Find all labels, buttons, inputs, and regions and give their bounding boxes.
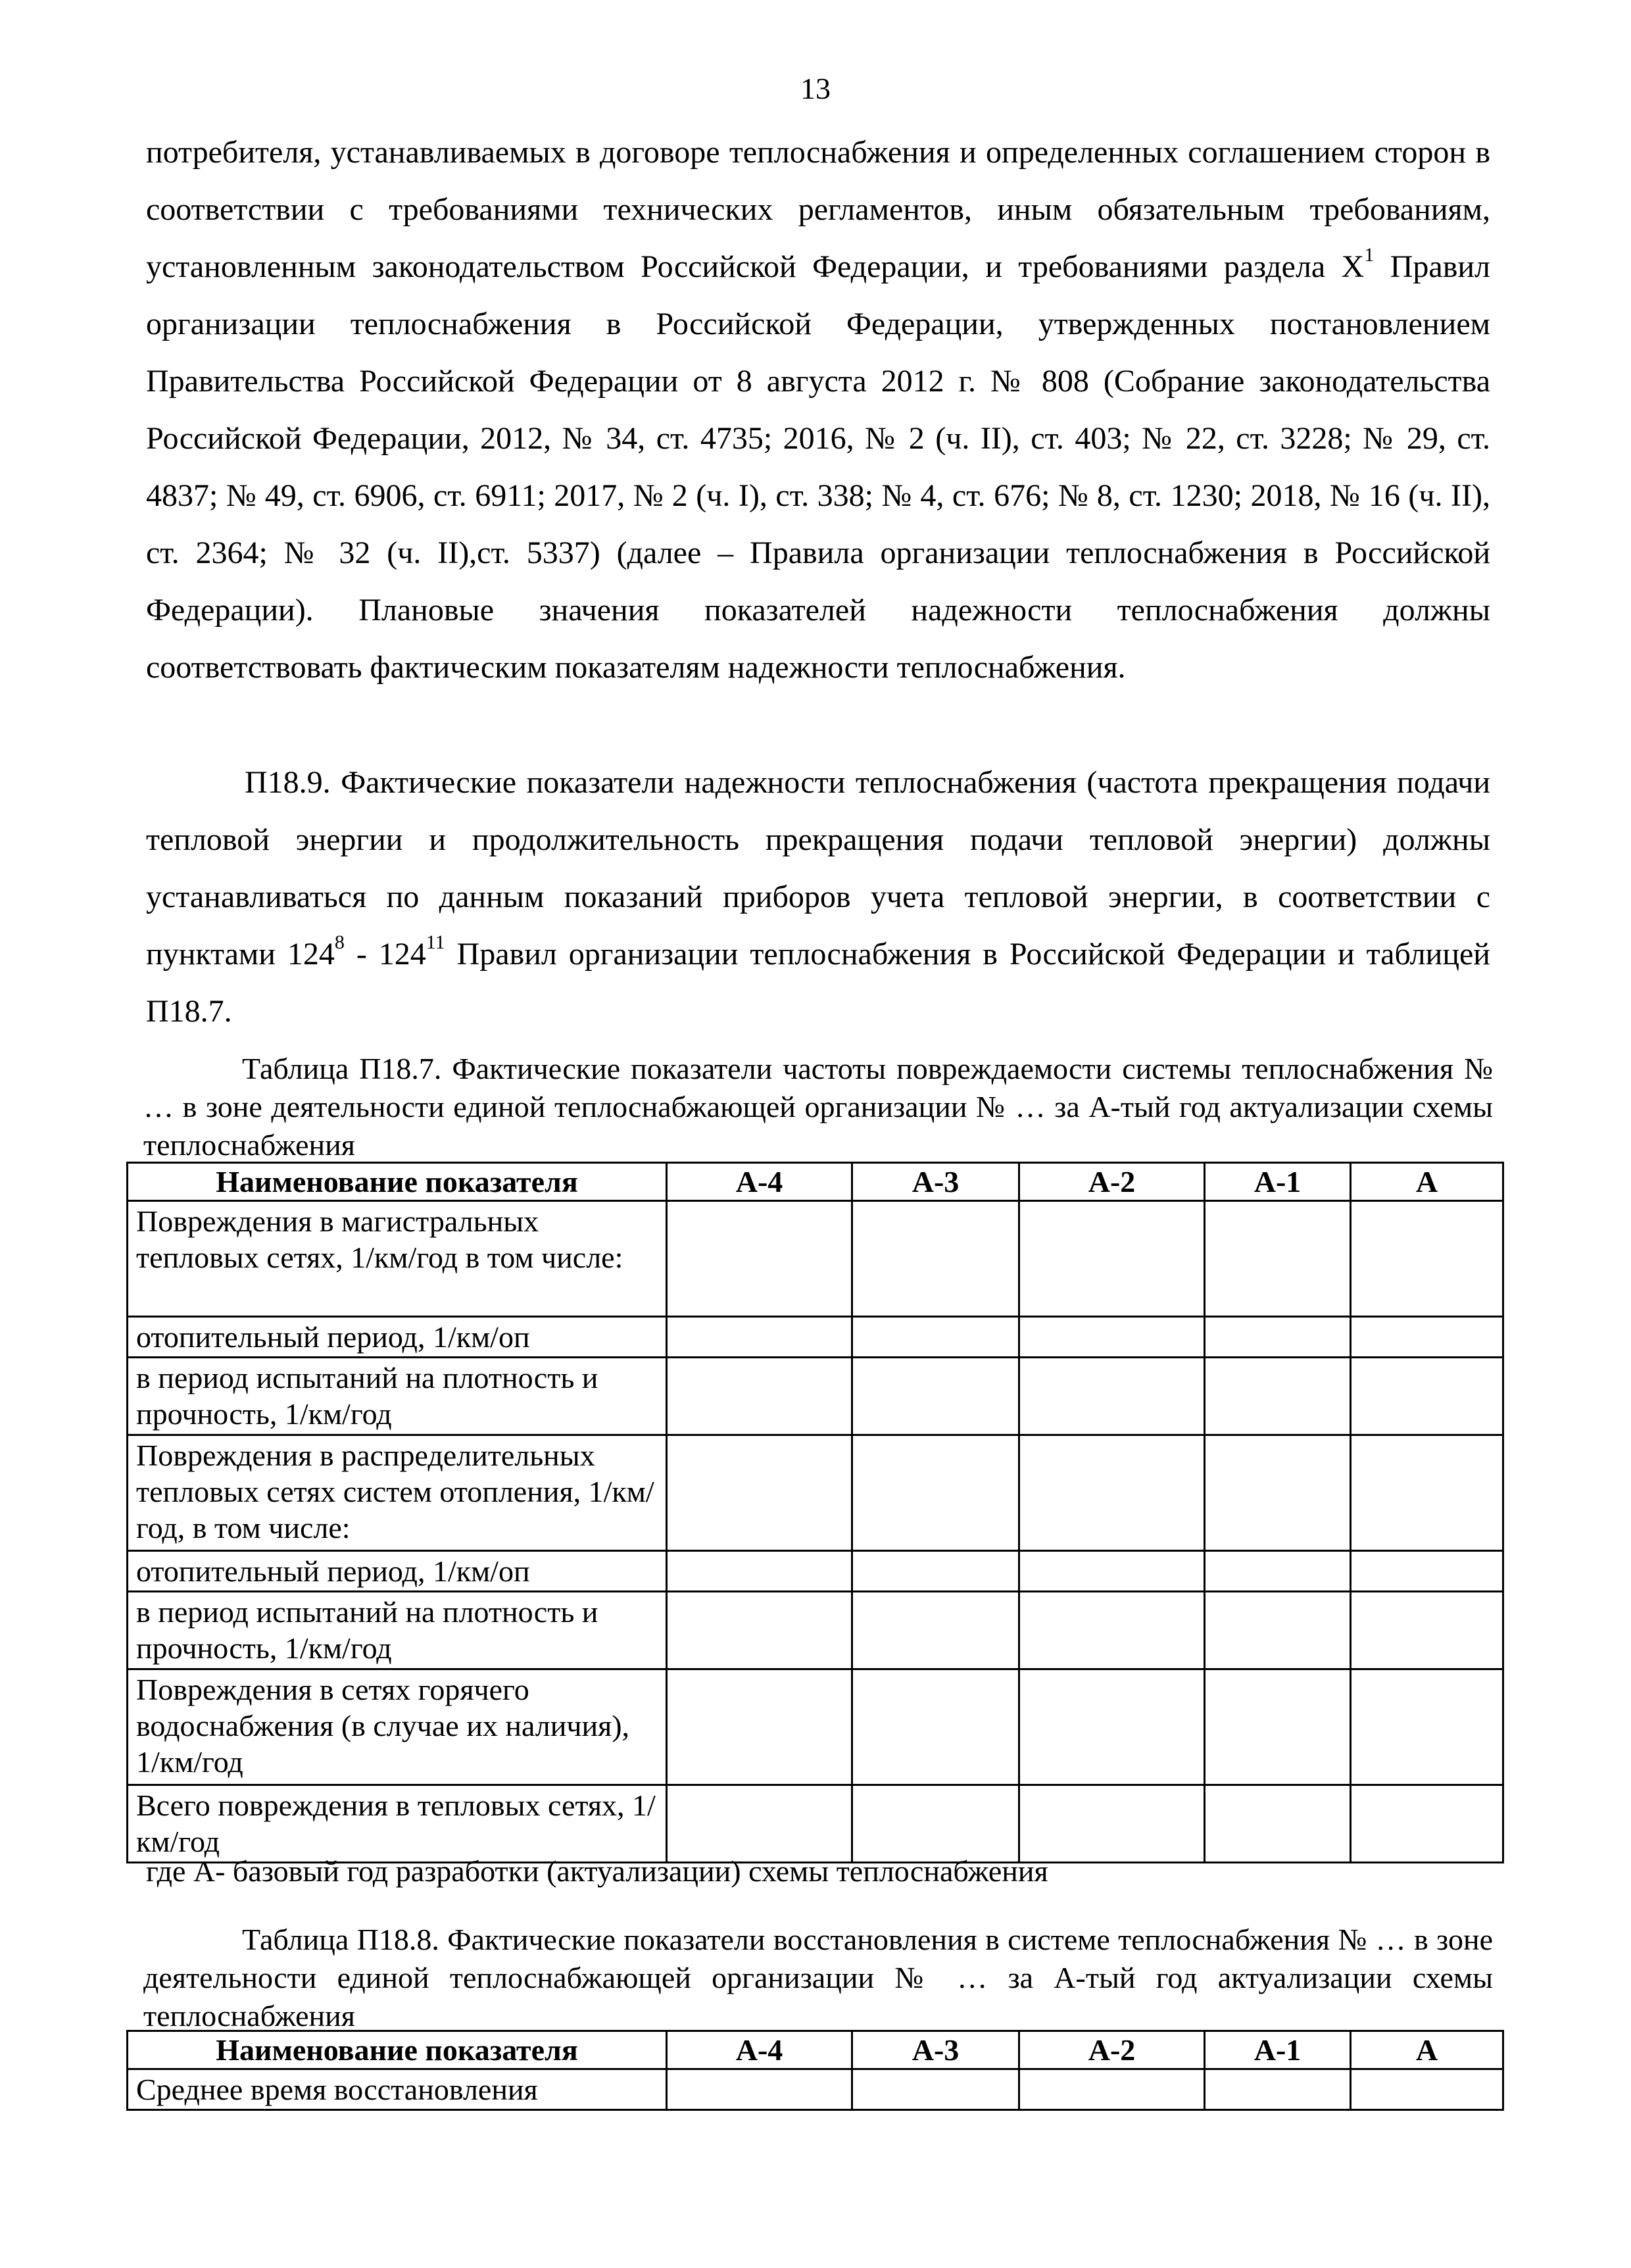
header-year-a3: А-3 xyxy=(852,1163,1019,1201)
table-header-row xyxy=(128,1163,1503,1201)
table-recovery xyxy=(126,2030,1504,2111)
table1-caption: Таблица П18.7. Фактические показатели частоты повреждаемости системы теплоснабжения № … в зоне деятельности единой теплоснабжающей организации № … за А-тый год актуализации схемы теплоснабжения xyxy=(143,1052,1493,1162)
paragraph-actual-indicators xyxy=(146,754,1490,1040)
header-year-a: А xyxy=(1351,1163,1503,1201)
value-cell xyxy=(1019,1785,1205,1863)
value-cell xyxy=(1019,1435,1205,1551)
value-cell xyxy=(667,1669,852,1785)
row-label: Повреждения в магистральных тепловых сетях, 1/км/год в том числе: xyxy=(128,1201,667,1317)
value-cell xyxy=(1205,1785,1351,1863)
value-cell xyxy=(1351,1592,1503,1669)
value-cell xyxy=(1351,1669,1503,1785)
value-cell xyxy=(852,1669,1019,1785)
table2-caption: Таблица П18.8. Фактические показатели восстановления в системе теплоснабжения № … в зоне деятельности единой теплоснабжающей организации № … за А-тый год актуализации схемы теплоснабжения xyxy=(143,1923,1493,2033)
value-cell xyxy=(667,2069,852,2110)
value-cell xyxy=(1205,1358,1351,1435)
value-cell xyxy=(852,1592,1019,1669)
header-year-a4: А-4 xyxy=(667,2031,852,2069)
table-row xyxy=(128,1551,1503,1592)
table-row xyxy=(128,1317,1503,1358)
header-year-a: А xyxy=(1351,2031,1503,2069)
value-cell xyxy=(852,1358,1019,1435)
value-cell xyxy=(852,1201,1019,1317)
header-indicator-name: Наименование показателя xyxy=(128,1163,667,1201)
table-row xyxy=(128,1592,1503,1669)
paragraph-reliability-requirements xyxy=(146,124,1490,696)
value-cell xyxy=(1351,1435,1503,1551)
value-cell xyxy=(852,1435,1019,1551)
value-cell xyxy=(1205,1592,1351,1669)
value-cell xyxy=(1205,2069,1351,2110)
value-cell xyxy=(852,1317,1019,1358)
value-cell xyxy=(667,1551,852,1592)
value-cell xyxy=(1019,1551,1205,1592)
row-label: отопительный период, 1/км/оп xyxy=(128,1551,667,1592)
table-row xyxy=(128,1358,1503,1435)
value-cell xyxy=(1205,1201,1351,1317)
row-label: отопительный период, 1/км/оп xyxy=(128,1317,667,1358)
row-label: в период испытаний на плотность и прочность, 1/км/год xyxy=(128,1592,667,1669)
value-cell xyxy=(1351,1785,1503,1863)
row-label: Среднее время восстановления xyxy=(128,2069,667,2110)
value-cell xyxy=(1205,1317,1351,1358)
value-cell xyxy=(667,1201,852,1317)
value-cell xyxy=(852,1551,1019,1592)
value-cell xyxy=(1351,1317,1503,1358)
table-row xyxy=(128,1669,1503,1785)
table-damage-frequency xyxy=(126,1162,1504,1863)
value-cell xyxy=(667,1785,852,1863)
paragraph-2: П18.9. Фактические показатели надежности теплоснабжения (частота прекращения подачи тепловой энергии и продолжительность прекращения подачи тепловой энергии) должны устанавливаться по данным показаний приборов учета тепловой энергии, в соответствии с пунктами $124^8 - 124^{11}$ Правил организации теплоснабжения в Российской Федерации и таблицей П18.7. xyxy=(146,765,1490,1029)
header-indicator-name: Наименование показателя xyxy=(128,2031,667,2069)
header-year-a1: А-1 xyxy=(1205,1163,1351,1201)
table1-note: где А- базовый год разработки (актуализации) схемы теплоснабжения xyxy=(146,1854,1048,1888)
header-year-a4: А-4 xyxy=(667,1163,852,1201)
value-cell xyxy=(1019,1201,1205,1317)
table-row xyxy=(128,1785,1503,1863)
value-cell xyxy=(667,1317,852,1358)
page-number: 13 xyxy=(800,72,831,105)
value-cell xyxy=(667,1592,852,1669)
value-cell xyxy=(1351,1358,1503,1435)
value-cell xyxy=(1019,1317,1205,1358)
value-cell xyxy=(1019,1358,1205,1435)
row-label: в период испытаний на плотность и прочность, 1/км/год xyxy=(128,1358,667,1435)
header-year-a1: А-1 xyxy=(1205,2031,1351,2069)
value-cell xyxy=(1351,1201,1503,1317)
value-cell xyxy=(1019,2069,1205,2110)
value-cell xyxy=(667,1358,852,1435)
header-year-a2: А-2 xyxy=(1019,2031,1205,2069)
value-cell xyxy=(1205,1435,1351,1551)
value-cell xyxy=(852,1785,1019,1863)
value-cell xyxy=(1351,2069,1503,2110)
paragraph-1: потребителя, устанавливаемых в договоре теплоснабжения и определенных соглашением сторон в соответствии с требованиями технических регламентов, иным обязательным требованиям, установленным законодательством Российской Федерации, и требованиями раздела $X^1$ Правил организации теплоснабжения в Российской Федерации, утвержденных постановлением Правительства Российской Федерации от 8 августа 2012 г. № 808 (Собрание законодательства Российской Федерации, 2012, № 34, ст. 4735; 2016, № 2 (ч. II), ст. 403; № 22, ст. 3228; № 29, ст. 4837; № 49, ст. 6906, ст. 6911; 2017, № 2 (ч. I), ст. 338; № 4, ст. 676; № 8, ст. 1230; 2018, № 16 (ч. II), ст. 2364; № 32 (ч. II),ст. 5337) (далее – Правила организации теплоснабжения в Российской Федерации). Плановые значения показателей надежности теплоснабжения должны соответствовать фактическим показателям надежности теплоснабжения. xyxy=(146,135,1490,685)
row-label: Всего повреждения в тепловых сетях, 1/км/год xyxy=(128,1785,667,1863)
header-year-a3: А-3 xyxy=(852,2031,1019,2069)
value-cell xyxy=(1205,1551,1351,1592)
value-cell xyxy=(1205,1669,1351,1785)
value-cell xyxy=(852,2069,1019,2110)
header-year-a2: А-2 xyxy=(1019,1163,1205,1201)
table-row xyxy=(128,1201,1503,1317)
row-label: Повреждения в распределительных тепловых сетях систем отопления, 1/км/год, в том числе: xyxy=(128,1435,667,1551)
value-cell xyxy=(1019,1669,1205,1785)
table-row xyxy=(128,1435,1503,1551)
table-row xyxy=(128,2069,1503,2110)
value-cell xyxy=(1019,1592,1205,1669)
value-cell xyxy=(1351,1551,1503,1592)
row-label: Повреждения в сетях горячего водоснабжения (в случае их наличия), 1/км/год xyxy=(128,1669,667,1785)
table-header-row xyxy=(128,2031,1503,2069)
value-cell xyxy=(667,1435,852,1551)
